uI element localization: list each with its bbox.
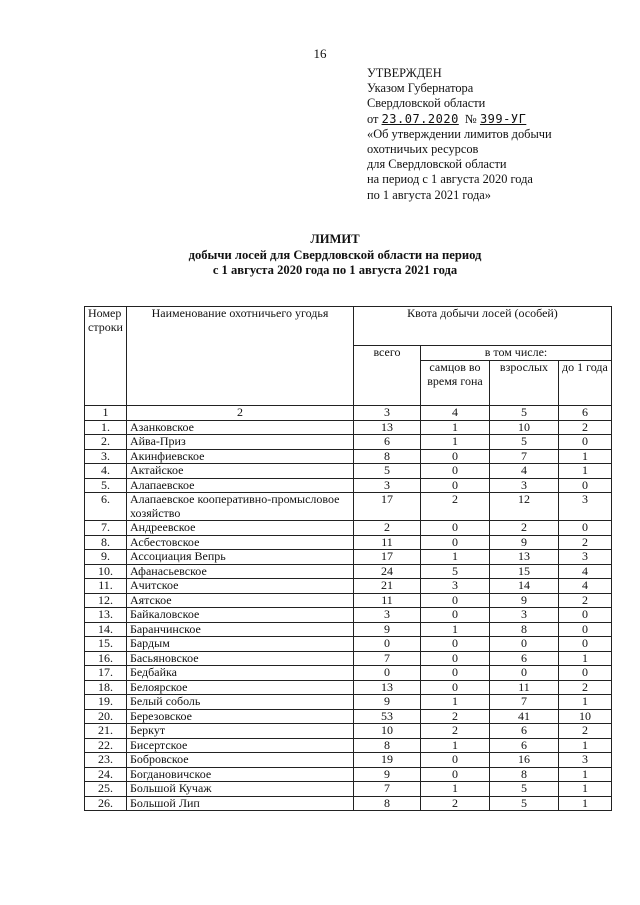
row-number-cell: 5. — [85, 478, 127, 493]
adults-cell: 11 — [489, 680, 558, 695]
total-cell: 13 — [353, 680, 420, 695]
adults-cell: 14 — [489, 579, 558, 594]
table-row — [85, 796, 612, 811]
under-one-cell: 1 — [558, 651, 611, 666]
row-number-cell: 11. — [85, 579, 127, 594]
males-cell: 2 — [420, 724, 489, 739]
table-row — [85, 464, 612, 479]
adults-cell: 7 — [489, 695, 558, 710]
table-row — [85, 637, 612, 652]
hunting-ground-name-cell: Бардым — [126, 637, 353, 652]
number-prefix: № — [465, 111, 477, 126]
table-row — [85, 521, 612, 536]
under-one-cell: 1 — [558, 695, 611, 710]
total-cell: 21 — [353, 579, 420, 594]
males-cell: 0 — [420, 666, 489, 681]
row-number-cell: 1. — [85, 420, 127, 435]
title-period: с 1 августа 2020 года по 1 августа 2021 года — [212, 263, 458, 278]
under-one-cell: 3 — [558, 753, 611, 768]
under-one-cell: 2 — [558, 680, 611, 695]
approval-line: Указом Губернатора — [367, 81, 474, 96]
males-cell: 1 — [420, 420, 489, 435]
table-row — [85, 753, 612, 768]
total-cell: 9 — [353, 622, 420, 637]
males-cell: 0 — [420, 478, 489, 493]
males-cell: 2 — [420, 709, 489, 724]
under-one-cell: 0 — [558, 622, 611, 637]
date-prefix: от — [367, 111, 379, 126]
header-including: в том числе: — [420, 346, 611, 361]
adults-cell: 3 — [489, 608, 558, 623]
total-cell: 0 — [353, 666, 420, 681]
document-title — [0, 232, 640, 279]
hunting-ground-name-cell: Большой Кучаж — [126, 782, 353, 797]
adults-cell: 8 — [489, 622, 558, 637]
males-cell: 2 — [420, 796, 489, 811]
adults-cell: 13 — [489, 550, 558, 565]
adults-cell: 5 — [489, 796, 558, 811]
limits-table — [84, 306, 612, 811]
total-cell: 11 — [353, 535, 420, 550]
males-cell: 0 — [420, 608, 489, 623]
row-number-cell: 15. — [85, 637, 127, 652]
adults-cell: 7 — [489, 449, 558, 464]
table-row — [85, 680, 612, 695]
header-males: самцов во время гона — [420, 361, 489, 406]
row-number-cell: 25. — [85, 782, 127, 797]
header-quota: Квота добычи лосей (особей) — [353, 307, 611, 346]
under-one-cell: 1 — [558, 449, 611, 464]
row-number-cell: 12. — [85, 593, 127, 608]
hunting-ground-name-cell: Акинфиевское — [126, 449, 353, 464]
adults-cell: 41 — [489, 709, 558, 724]
row-number-cell: 9. — [85, 550, 127, 565]
under-one-cell: 2 — [558, 535, 611, 550]
row-number-cell: 13. — [85, 608, 127, 623]
approval-line: «Об утверждении лимитов добычи — [367, 126, 552, 141]
row-number-cell: 20. — [85, 709, 127, 724]
under-one-cell: 0 — [558, 608, 611, 623]
hunting-ground-name-cell: Алапаевское кооперативно-промысловое хозяйство — [126, 493, 353, 521]
total-cell: 53 — [353, 709, 420, 724]
total-cell: 11 — [353, 593, 420, 608]
table-row — [85, 493, 612, 521]
males-cell: 0 — [420, 449, 489, 464]
total-cell: 6 — [353, 435, 420, 450]
table-row — [85, 535, 612, 550]
row-number-cell: 7. — [85, 521, 127, 536]
table-row — [85, 420, 612, 435]
column-number: 5 — [489, 406, 558, 421]
total-cell: 9 — [353, 695, 420, 710]
row-number-cell: 3. — [85, 449, 127, 464]
total-cell: 19 — [353, 753, 420, 768]
table-row — [85, 724, 612, 739]
row-number-cell: 22. — [85, 738, 127, 753]
hunting-ground-name-cell: Бисертское — [126, 738, 353, 753]
hunting-ground-name-cell: Баранчинское — [126, 622, 353, 637]
adults-cell: 0 — [489, 666, 558, 681]
hunting-ground-name-cell: Большой Лип — [126, 796, 353, 811]
total-cell: 17 — [353, 550, 420, 565]
table-row — [85, 564, 612, 579]
adults-cell: 4 — [489, 464, 558, 479]
adults-cell: 9 — [489, 593, 558, 608]
table-row — [85, 666, 612, 681]
table-body — [85, 420, 612, 811]
males-cell: 0 — [420, 521, 489, 536]
under-one-cell: 1 — [558, 738, 611, 753]
table-row — [85, 478, 612, 493]
column-number: 3 — [353, 406, 420, 421]
under-one-cell: 0 — [558, 666, 611, 681]
under-one-cell: 3 — [558, 493, 611, 521]
hunting-ground-name-cell: Асбестовское — [126, 535, 353, 550]
adults-cell: 12 — [489, 493, 558, 521]
header-row-number: Номер строки — [85, 307, 127, 406]
males-cell: 0 — [420, 680, 489, 695]
approval-number: 399-УГ — [479, 111, 527, 126]
total-cell: 7 — [353, 782, 420, 797]
approval-date: 23.07.2020 — [381, 111, 459, 126]
table-row — [85, 695, 612, 710]
row-number-cell: 23. — [85, 753, 127, 768]
under-one-cell: 0 — [558, 435, 611, 450]
total-cell: 9 — [353, 767, 420, 782]
adults-cell: 5 — [489, 782, 558, 797]
under-one-cell: 4 — [558, 579, 611, 594]
adults-cell: 9 — [489, 535, 558, 550]
page-number: 16 — [313, 46, 327, 61]
hunting-ground-name-cell: Андреевское — [126, 521, 353, 536]
adults-cell: 3 — [489, 478, 558, 493]
under-one-cell: 1 — [558, 464, 611, 479]
title-heading: ЛИМИТ — [310, 232, 360, 246]
under-one-cell: 2 — [558, 724, 611, 739]
hunting-ground-name-cell: Азанковское — [126, 420, 353, 435]
total-cell: 13 — [353, 420, 420, 435]
row-number-cell: 8. — [85, 535, 127, 550]
adults-cell: 15 — [489, 564, 558, 579]
hunting-ground-name-cell: Ачитское — [126, 579, 353, 594]
row-number-cell: 14. — [85, 622, 127, 637]
table-row — [85, 709, 612, 724]
hunting-ground-name-cell: Беркут — [126, 724, 353, 739]
under-one-cell: 0 — [558, 478, 611, 493]
approval-title: УТВЕРЖДЕН — [367, 66, 442, 80]
under-one-cell: 0 — [558, 521, 611, 536]
table-row — [85, 449, 612, 464]
row-number-cell: 10. — [85, 564, 127, 579]
males-cell: 1 — [420, 695, 489, 710]
column-number: 4 — [420, 406, 489, 421]
males-cell: 0 — [420, 637, 489, 652]
column-number: 1 — [85, 406, 127, 421]
under-one-cell: 1 — [558, 767, 611, 782]
row-number-cell: 24. — [85, 767, 127, 782]
males-cell: 1 — [420, 435, 489, 450]
males-cell: 5 — [420, 564, 489, 579]
under-one-cell: 4 — [558, 564, 611, 579]
males-cell: 1 — [420, 738, 489, 753]
hunting-ground-name-cell: Басьяновское — [126, 651, 353, 666]
hunting-ground-name-cell: Аятское — [126, 593, 353, 608]
total-cell: 24 — [353, 564, 420, 579]
header-under-one: до 1 года — [558, 361, 611, 406]
column-number: 2 — [126, 406, 353, 421]
hunting-ground-name-cell: Белый соболь — [126, 695, 353, 710]
row-number-cell: 21. — [85, 724, 127, 739]
males-cell: 0 — [420, 753, 489, 768]
adults-cell: 6 — [489, 738, 558, 753]
table-row — [85, 435, 612, 450]
approval-line: Свердловской области — [367, 96, 486, 111]
under-one-cell: 3 — [558, 550, 611, 565]
males-cell: 1 — [420, 550, 489, 565]
males-cell: 1 — [420, 622, 489, 637]
row-number-cell: 6. — [85, 493, 127, 521]
row-number-cell: 4. — [85, 464, 127, 479]
males-cell: 0 — [420, 464, 489, 479]
approval-line: на период с 1 августа 2020 года — [367, 172, 533, 187]
row-number-cell: 26. — [85, 796, 127, 811]
row-number-cell: 17. — [85, 666, 127, 681]
row-number-cell: 16. — [85, 651, 127, 666]
header-name: Наименование охотничьего угодья — [126, 307, 353, 406]
column-number: 6 — [558, 406, 611, 421]
table-row — [85, 738, 612, 753]
table-row — [85, 579, 612, 594]
row-number-cell: 19. — [85, 695, 127, 710]
under-one-cell: 2 — [558, 593, 611, 608]
title-subheading: добычи лосей для Свердловской области на период — [188, 247, 482, 262]
table-row — [85, 767, 612, 782]
under-one-cell: 1 — [558, 796, 611, 811]
table-row — [85, 622, 612, 637]
males-cell: 3 — [420, 579, 489, 594]
males-cell: 0 — [420, 593, 489, 608]
hunting-ground-name-cell: Бобровское — [126, 753, 353, 768]
under-one-cell: 10 — [558, 709, 611, 724]
adults-cell: 16 — [489, 753, 558, 768]
males-cell: 0 — [420, 651, 489, 666]
under-one-cell: 2 — [558, 420, 611, 435]
hunting-ground-name-cell: Алапаевское — [126, 478, 353, 493]
total-cell: 2 — [353, 521, 420, 536]
total-cell: 8 — [353, 738, 420, 753]
males-cell: 2 — [420, 493, 489, 521]
header-adults: взрослых — [489, 361, 558, 406]
total-cell: 8 — [353, 449, 420, 464]
males-cell: 0 — [420, 535, 489, 550]
total-cell: 17 — [353, 493, 420, 521]
adults-cell: 8 — [489, 767, 558, 782]
males-cell: 1 — [420, 782, 489, 797]
approval-line: охотничьих ресурсов — [367, 142, 479, 157]
total-cell: 5 — [353, 464, 420, 479]
table-row — [85, 608, 612, 623]
hunting-ground-name-cell: Березовское — [126, 709, 353, 724]
adults-cell: 6 — [489, 724, 558, 739]
total-cell: 3 — [353, 608, 420, 623]
header-total: всего — [353, 346, 420, 406]
table-row — [85, 550, 612, 565]
hunting-ground-name-cell: Байкаловское — [126, 608, 353, 623]
total-cell: 7 — [353, 651, 420, 666]
approval-line: для Свердловской области — [367, 157, 507, 172]
under-one-cell: 0 — [558, 637, 611, 652]
under-one-cell: 1 — [558, 782, 611, 797]
males-cell: 0 — [420, 767, 489, 782]
adults-cell: 10 — [489, 420, 558, 435]
total-cell: 0 — [353, 637, 420, 652]
row-number-cell: 18. — [85, 680, 127, 695]
hunting-ground-name-cell: Афанасьевское — [126, 564, 353, 579]
hunting-ground-name-cell: Бедбайка — [126, 666, 353, 681]
row-number-cell: 2. — [85, 435, 127, 450]
hunting-ground-name-cell: Актайское — [126, 464, 353, 479]
total-cell: 10 — [353, 724, 420, 739]
approval-date-line — [367, 112, 552, 127]
total-cell: 3 — [353, 478, 420, 493]
approval-block — [367, 66, 552, 203]
table-row — [85, 782, 612, 797]
adults-cell: 6 — [489, 651, 558, 666]
table-row — [85, 593, 612, 608]
hunting-ground-name-cell: Белоярское — [126, 680, 353, 695]
approval-line: по 1 августа 2021 года» — [367, 187, 491, 202]
adults-cell: 0 — [489, 637, 558, 652]
adults-cell: 5 — [489, 435, 558, 450]
adults-cell: 2 — [489, 521, 558, 536]
total-cell: 8 — [353, 796, 420, 811]
hunting-ground-name-cell: Богдановичское — [126, 767, 353, 782]
table-row — [85, 651, 612, 666]
hunting-ground-name-cell: Айва-Приз — [126, 435, 353, 450]
hunting-ground-name-cell: Ассоциация Вепрь — [126, 550, 353, 565]
